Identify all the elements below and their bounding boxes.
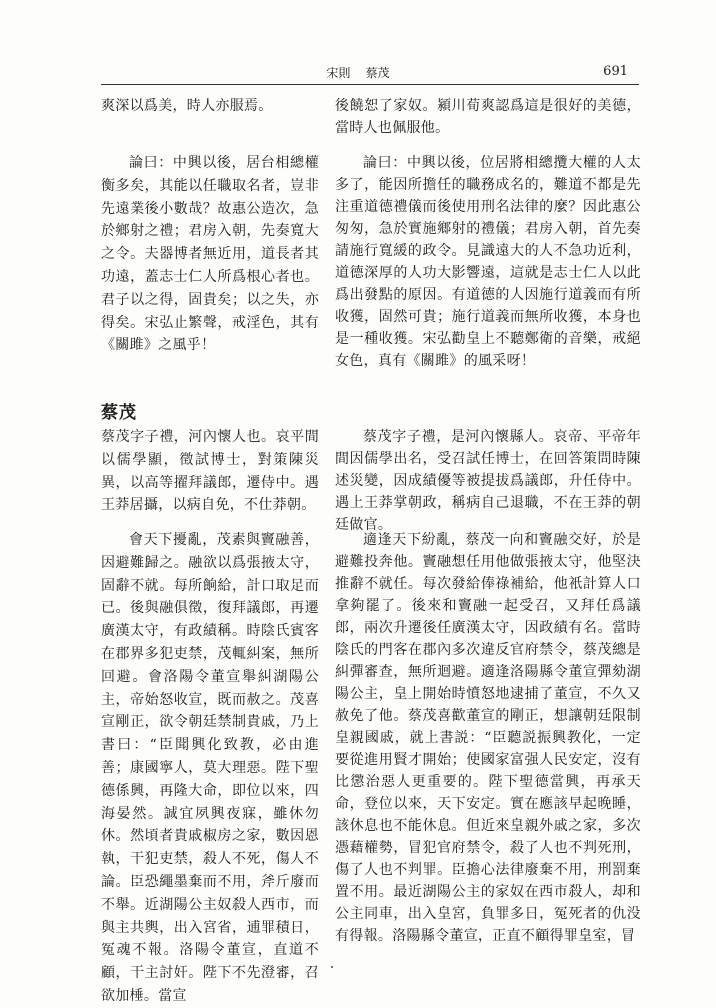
right-column-p1 [335,95,641,139]
page-speck [331,966,333,968]
left-column-p1 [101,95,319,118]
left-column-p2 [101,152,319,357]
right-column-p4 [335,529,641,947]
left-paragraph-2: 論曰：中興以後，居台相總權衡多矣，其能以任職取名者，豈非先遠業後小數哉？故惠公造次，急於鄉射之禮；君房入朝，先奏寬大之令。夫器博者無近用，道長者其功遠，蓋志士仁人所爲根心者也。君子以之得，固貴矣；以之失，亦得矣。宋弘止繁聲，戒淫色，其有《關雎》之風乎！ [101,155,319,354]
right-paragraph-2: 論曰：中興以後，位居將相總攬大權的人太多了，能因所擔任的職務成名的，難道不都是先注重道德禮儀而後使用刑名法律的麼？因此惠公匆匆，急於實施鄉射的禮儀；君房入朝，首先奏請施行寬緩的政令。見識遠大的人不急功近利，道德深厚的人功大影響遠，這就是志士仁人以此爲出發點的原因。有道德的人因施行道義而有所收獲，固然可貴；施行道義而無所收獲，本身也是一種收獲。宋弘勸皇上不聽鄭衛的音樂，戒絕女色，真有《關雎》的風采呀！ [335,155,641,369]
section-heading: 蔡茂 [101,403,137,423]
running-header [0,64,716,84]
left-column-p4 [101,529,319,1008]
header-rule [101,84,639,85]
header-title: 蔡茂 [365,66,390,80]
left-paragraph-4: 會天下擾亂，茂素與竇融善，因避難歸之。融欲以爲張掖太守，固辭不就。每所餉給，計口取足而已。後與融俱徵，復拜議郎，再遷廣漢太守，有政績稱。時陰氏賓客在郡界多犯吏禁，茂輒糾案，無所回避。會洛陽令董宣舉糾湖陽公主，帝始怒收宣，既而赦之。茂喜宣剛正，欲令朝廷禁制貴戚，乃上書曰：“臣聞興化致教，必由進善；康國寧人，莫大理惡。陛下聖德係興，再隆大命，即位以來，四海晏然。誠宜夙興夜寐，雖休勿休。然頃者貴戚椒房之家，數因恩執，干犯吏禁，殺人不死，傷人不論。臣恐繩墨棄而不用，斧斤廢而不舉。近湖陽公主奴殺人西市，而與主共輿，出入宮省，逋罪積日，冤魂不報。洛陽令董宣，直道不顧，干主討奸。陛下不先澄審，召欲加棰。當宣 [101,532,319,1004]
right-paragraph-1: 後饒恕了家奴。潁川荀爽認爲這是很好的美德，當時人也佩服他。 [335,98,641,136]
right-paragraph-4: 適逢天下紛亂，蔡茂一向和竇融交好，於是避難投奔他。竇融想任用他做張掖太守，他堅決推辭不就任。每次發給俸祿補給，他衹計算人口拿夠罷了。後來和竇融一起受召，又拜任爲議郎，兩次升遷後任廣漢太守，因政績有名。當時陰氏的門客在郡內多次違反官府禁令，蔡茂總是糾彈審查，無所迴避。適逢洛陽縣令董宣彈劾湖陽公主，皇上開始時憤怒地逮捕了董宣，不久又赦免了他。蔡茂喜歡董宣的剛正，想讓朝廷限制皇親國戚，就上書説：“臣聽説振興教化，一定要從進用賢才開始；使國家富强人民安定，沒有比懲治惡人更重要的。陛下聖德當興，再承天命，登位以來，天下安定。實在應該早起晚睡，該休息也不能休息。但近來皇親外戚之家，多次憑藉權勢，冒犯官府禁令，殺了人也不判死刑，傷了人也不判罪。臣擔心法律廢棄不用，刑罰棄置不用。最近湖陽公主的家奴在西市殺人，却和公主同車，出入皇宮，負罪多日，冤死者的仇没有得報。洛陽縣令董宣，正直不顧得罪皇室，冒 [335,532,641,944]
left-column-p3 [101,426,319,517]
page-number: 691 [603,64,628,79]
right-column-p3 [335,426,641,536]
right-paragraph-3: 蔡茂字子禮，是河內懷縣人。哀帝、平帝年間因儒學出名，受召試任博士，在回答策問時陳述災變，因成績優等被提拔爲議郎，升任侍中。遇上王莽掌朝政，稱病自己退職，不在王莽的朝廷做官。 [335,429,641,533]
left-paragraph-3: 蔡茂字子禮，河內懷人也。哀平間以儒學顯，徵試博士，對策陳災異，以高等擢拜議郎，遷侍中。遇王莽居攝，以病自免，不仕莽朝。 [101,429,319,514]
header-left-text: 宋則 [326,66,351,80]
right-column-p2 [335,152,641,372]
left-paragraph-1: 爽深以爲美，時人亦服焉。 [101,98,273,114]
